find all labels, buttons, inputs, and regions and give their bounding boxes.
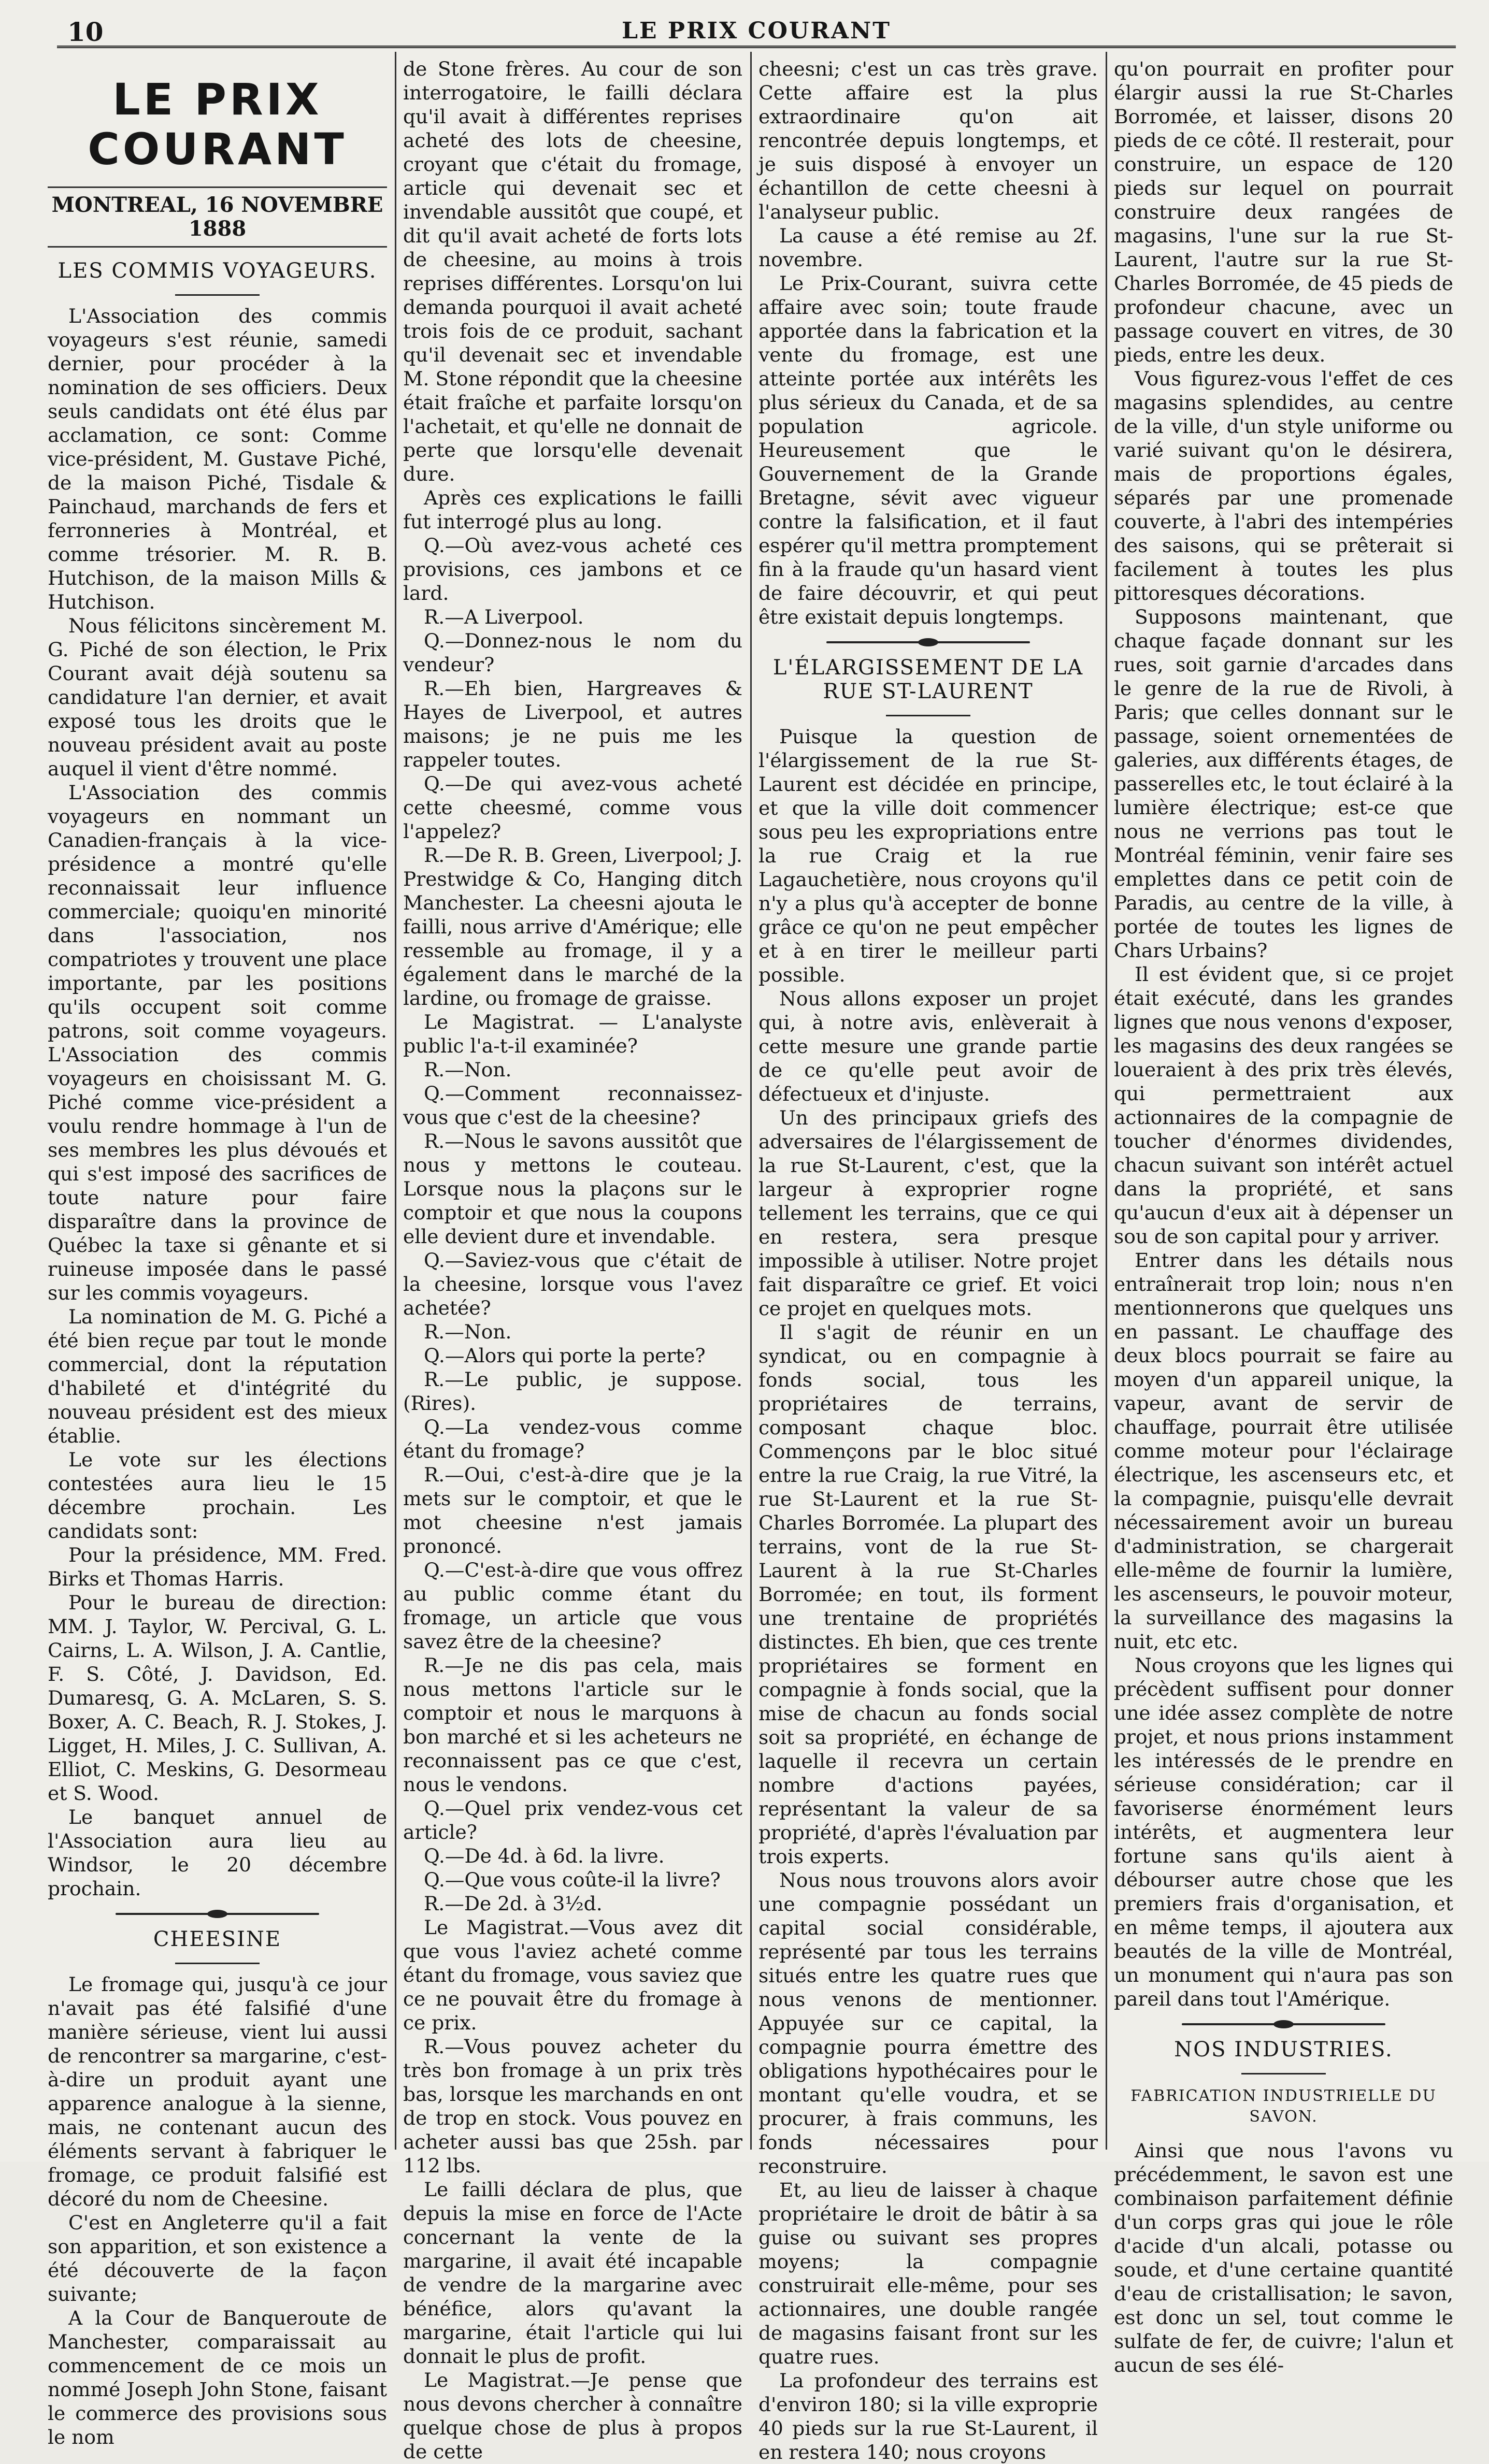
paragraph: Le fromage qui, jusqu'à ce jour n'avait pas été falsifié d'une manière sérieuse, vient lui aussi de rencontrer sa margarine, c'est-à-dire un produit ayant une apparence analogue à la sienne, mais, ne contenant aucun des éléments servant à fabriquer le fromage, ce produit falsifié est décoré du nom de Cheesine. — [48, 1973, 387, 2210]
paragraph: La profondeur des terrains est d'environ 180; si la ville exproprie 40 pieds sur la rue St-Laurent, il en restera 140; nous croyons — [758, 2369, 1098, 2463]
paragraph: Nous allons exposer un projet qui, à notre avis, enlèverait à cette mesure une grande partie de ce qu'elle peut avoir de défectueux et d'injuste. — [758, 987, 1098, 1105]
paragraph: Nous croyons que les lignes qui précèdent suffisent pour donner une idée assez complète de notre projet, et nous prions instamment les intéressés de le prendre en sérieuse considération; car il favoriserse énormément leurs intérêts, et augmentera leur fortune sans qu'ils aient à débourser autre chose que les premiers frais d'organisation, et en même temps, il ajoutera aux beautés de la ville de Montréal, un monument qui n'aura pas son pareil dans tout l'Amérique. — [1114, 1654, 1453, 2010]
paragraph: Le Magistrat. — L'analyste public l'a-t-il examinée? — [403, 1011, 742, 1057]
paragraph: Q.—Alors qui porte la perte? — [424, 1344, 706, 1367]
paragraph: Entrer dans les détails nous entraînerait trop loin; nous n'en mentionnerons que quelques uns en passant. Le chauffage des deux blocs pourrait se faire au moyen d'un appareil unique, la vapeur, avant de servir de chauffage, pourrait être utilisée comme moteur pour l'éclairage électrique, les ascenseurs etc, et la compagnie, puisqu'elle devrait nécessairement avoir un bureau d'administration, se chargerait elle-même de fournir la lumière, les ascenseurs, le pouvoir moteur, la surveillance des magasins la nuit, etc etc. — [1114, 1249, 1453, 1653]
paragraph: Ainsi que nous l'avons vu précédemment, le savon est une combinaison parfaitement définie d'un corps gras qui joue le rôle d'acide d'un alcali, potasse ou soude, et d'une certaine quantité d'eau de cristallisation; le savon, est donc un sel, tout comme le sulfate de fer, de cuivre; l'alun et aucun de ses élé- — [1114, 2139, 1453, 2376]
paragraph: La cause a été remise au 2f. novembre. — [758, 224, 1098, 271]
paragraph: Nous félicitons sincèrement M. G. Piché de son élection, le Prix Courant avait déjà soutenu sa candidature l'an dernier, et avait exposé tous les droits que le nouveau président avait au poste auquel il vient d'être nommé. — [48, 614, 387, 780]
paragraph: R.—De 2d. à 3½d. — [424, 1892, 603, 1915]
paragraph: Un des principaux griefs des adversaires de l'élargissement de la rue St-Laurent, c'est, que la largeur à exproprier rogne tellement les terrains, que ce qui en restera, sera presque impossible à utiliser. Notre projet fait disparaître ce grief. Et voici ce projet en quelques mots. — [758, 1106, 1098, 1320]
paragraph: R.—Je ne dis pas cela, mais nous mettons l'article sur le comptoir et nous le marquons à bon marché et si les acheteurs ne reconnaissent pas ce que c'est, nous le vendons. — [403, 1654, 742, 1796]
paragraph: Le Magistrat.—Je pense que nous devons chercher à connaître quelque chose de plus à propos de cette — [403, 2369, 742, 2463]
ornamental-separator — [1182, 2023, 1385, 2025]
paragraph: Le Magistrat.—Vous avez dit que vous l'aviez acheté comme étant du fromage, vous saviez que ce ne pouvait être du fromage à ce prix. — [403, 1916, 742, 2034]
paragraph: R.—Nous le savons aussitôt que nous y mettons le couteau. Lorsque nous la plaçons sur le comptoir et que nous la coupons elle devient dure et invendable. — [403, 1130, 742, 1248]
paragraph: Q.—Comment reconnaissez-vous que c'est de la cheesine? — [403, 1082, 742, 1129]
section-title-nos-industries: NOS INDUSTRIES. — [1174, 2038, 1393, 2062]
paragraph: Q.—Où avez-vous acheté ces provisions, ces jambons et ce lard. — [403, 534, 742, 604]
paragraph: Après ces explications le failli fut interrogé plus au long. — [403, 486, 742, 533]
column-rule — [395, 52, 396, 2150]
paragraph: qu'on pourrait en profiter pour élargir aussi la rue St-Charles Borromée, et laisser, disons 20 pieds de ce côté. Il resterait, pour construire, un espace de 120 pieds sur lequel on pourrait construire deux rangées de magasins, l'une sur la rue St-Laurent, l'autre sur la rue St-Charles Borromée, de 45 pieds de profondeur chacune, avec un passage couvert en vitres, de 30 pieds, entre les deux. — [1114, 57, 1453, 366]
paragraph: Le failli déclara de plus, que depuis la mise en force de l'Acte concernant la vente de la margarine, il avait été incapable de vendre de la margarine avec bénéfice, alors qu'avant la margarine, était l'article qui lui donnait le plus de profit. — [403, 2178, 742, 2368]
paragraph: Pour la présidence, MM. Fred. Birks et Thomas Harris. — [48, 1544, 387, 1590]
column-2 — [403, 57, 742, 2463]
paragraph: Q.—C'est-à-dire que vous offrez au public comme étant du fromage, un article que vous savez être de la cheesine? — [403, 1559, 742, 1653]
paragraph: C'est en Angleterre qu'il a fait son apparition, et son existence a été découverte de la façon suivante; — [48, 2211, 387, 2306]
paragraph: R.—Non. — [424, 1058, 512, 1081]
paragraph: R.—Oui, c'est-à-dire que je la mets sur le comptoir, et que le mot cheesine n'est jamais prononcé. — [403, 1463, 742, 1558]
paragraph: Q.—Que vous coûte-il la livre? — [424, 1868, 721, 1891]
separator — [175, 294, 260, 296]
paragraph: Vous figurez-vous l'effet de ces magasins splendides, au centre de la ville, d'un style uniforme ou varié suivant qu'on le désirera, mais de proportions égales, séparés par une promenade couverte, à l'abri des intempéries des saisons, qui se prêterait si facilement à toutes les plus pittoresques décorations. — [1114, 367, 1453, 604]
paragraph: R.—A Liverpool. — [424, 606, 584, 628]
separator — [175, 1963, 260, 1964]
paragraph: R.—De R. B. Green, Liverpool; J. Prestwidge & Co, Hanging ditch Manchester. La cheesni ajouta le failli, nous arrive d'Amérique; elle ressemble au fromage, il y a également dans le marché de la lardine, ou fromage de graisse. — [403, 844, 742, 1010]
paragraph: Q.—Donnez-nous le nom du vendeur? — [403, 629, 742, 676]
ornamental-separator — [116, 1913, 319, 1915]
paragraph: cheesni; c'est un cas très grave. Cette affaire est la plus extraordinaire qu'on ait rencontrée depuis longtemps, et je suis disposé à envoyer un échantillon de cette cheesni à l'analyseur public. — [758, 57, 1098, 223]
paragraph: Pour le bureau de direction: MM. J. Taylor, W. Percival, G. L. Cairns, L. A. Wilson, J. A. Cantlie, F. S. Côté, J. Davidson, Ed. Dumaresq, G. A. McLaren, S. S. Boxer, A. C. Beach, R. J. Stokes, J. Ligget, H. Miles, J. C. Sullivan, A. Elliot, C. Meskins, G. Desormeau et S. Wood. — [48, 1591, 387, 1805]
paragraph: de Stone frères. Au cour de son interrogatoire, le failli déclara qu'il avait à différentes reprises acheté des lots de cheesine, croyant que c'était du fromage, article qui devenait sec et invendable aussitôt que coupé, et dit qu'il avait acheté de forts lots de cheesine, au moins à trois reprises différentes. Lorsqu'on lui demanda pourquoi il avait acheté trois fois de ce produit, sachant qu'il devenait sec et invendable M. Stone répondit que la cheesine était fraîche et parfaite lorsqu'on l'achetait, et qu'elle ne donnait de perte que lorsqu'elle devenait dure. — [403, 57, 742, 485]
paragraph: Le Prix-Courant, suivra cette affaire avec soin; toute fraude apportée dans la fabrication et la vente du fromage, est une atteinte portée aux intérêts les plus sérieux du Canada, et de sa population agricole. Heureusement que le Gouvernement de la Grande Bretagne, sévit avec vigueur contre la falsification, et il faut espérer qu'il mettra promptement fin à la fraude qu'un hasard vient de faire découvrir, et qui peut être existait depuis longtemps. — [758, 272, 1098, 628]
paragraph: L'Association des commis voyageurs en nommant un Canadien-français à la vice-présidence a montré qu'elle reconnaissait leur influence commerciale; quoiqu'en minorité dans l'association, nos compatriotes y trouvent une place importante, par les positions qu'ils occupent soit comme patrons, soit comme voyageurs. L'Association des commis voyageurs en choisissant M. G. Piché comme vice-président a voulu rendre hommage à l'un de ses membres les plus dévoués et qui s'est imposé des sacrifices de toute nature pour faire disparaître dans la province de Québec la taxe si gênante et si ruineuse imposée dans le passé sur les commis voyageurs. — [48, 781, 387, 1304]
running-header — [57, 9, 1456, 48]
paragraph: L'Association des commis voyageurs s'est réunie, samedi dernier, pour procéder à la nomination de ses officiers. Deux seuls candidats ont été élus par acclamation, ce sont: Comme vice-président, M. Gustave Piché, de la maison Piché, Tisdale & Painchaud, marchands de fers et ferronneries à Montréal, et comme trésorier. M. R. B. Hutchison, de la maison Mills & Hutchison. — [48, 305, 387, 613]
column-3 — [758, 57, 1098, 2463]
separator — [1241, 2073, 1326, 2074]
column-1 — [48, 57, 387, 2448]
separator — [886, 715, 971, 716]
paragraph: Q.—La vendez-vous comme étant du fromage? — [403, 1416, 742, 1462]
paragraph: R.—Vous pouvez acheter du très bon fromage à un prix très bas, lorsque les marchands en ont de trop en stock. Vous pouvez en acheter aussi bas que 25sh. par 112 lbs. — [403, 2035, 742, 2177]
column-rule — [750, 52, 752, 2150]
paragraph: Le banquet annuel de l'Association aura lieu au Windsor, le 20 décembre prochain. — [48, 1806, 387, 1900]
paragraph: Il s'agit de réunir en un syndicat, ou en compagnie à fonds social, tous les propriétaires de terrains, composant chaque bloc. Commençons par le bloc situé entre la rue Craig, la rue Vitré, la rue St-Laurent et la rue St-Charles Borromée. La plupart des terrains, vont de la rue St-Laurent à la rue St-Charles Borromée; en tout, ils forment une trentaine de propriétés distinctes. Eh bien, que ces trente propriétaires se forment en compagnie à fonds social, que la mise de chacun au fonds social soit sa propriété, en échange de laquelle il recevra un certain nombre d'actions payées, représentant la valeur de sa propriété, d'après l'évaluation par trois experts. — [758, 1321, 1098, 1868]
paragraph: R.—Eh bien, Hargreaves & Hayes de Liverpool, et autres maisons; je ne puis me les rappeler toutes. — [403, 677, 742, 771]
paragraph: Q.—Saviez-vous que c'était de la cheesine, lorsque vous l'avez achetée? — [403, 1249, 742, 1319]
paragraph: La nomination de M. G. Piché a été bien reçue par tout le monde commercial, dont la réputation d'habileté et d'intégrité du nouveau président est des mieux établie. — [48, 1305, 387, 1447]
paragraph: Q.—Quel prix vendez-vous cet article? — [403, 1797, 742, 1843]
paragraph: Supposons maintenant, que chaque façade donnant sur les rues, soit garnie d'arcades dans le genre de la rue de Rivoli, à Paris; que celles donnant sur le passage, soient ornementées de galeries, aux différents étages, de passerelles etc, le tout éclairé à la lumière électrique; est-ce que nous ne verrions pas tout le Montréal féminin, venir faire ses emplettes dans ce petit coin de Paradis, au centre de la ville, à portée de toutes les lignes de Chars Urbains? — [1114, 606, 1453, 962]
column-4 — [1114, 57, 1453, 2376]
ornamental-separator — [826, 641, 1030, 643]
paragraph: Q.—De 4d. à 6d. la livre. — [424, 1845, 665, 1867]
section-title-cheesine: CHEESINE — [153, 1927, 282, 1951]
paragraph: Puisque la question de l'élargissement de la rue St-Laurent est décidée en principe, et que la ville doit commencer sous peu les expropriations entre la rue Craig et la rue Lagauchetière, nous croyons qu'il n'y a plus qu'à accepter de bonne grâce ce qu'on ne peut empêcher et à en tirer le meilleur parti possible. — [758, 725, 1098, 986]
subsection-title-savon: FABRICATION INDUSTRIELLE DU SAVON. — [1130, 2087, 1437, 2126]
masthead: LE PRIX COURANT — [88, 74, 347, 175]
column-rule — [1106, 52, 1107, 2150]
paragraph: Nous nous trouvons alors avoir une compagnie possédant un capital social considérable, représenté par tous les terrains situés entre les quatre rues que nous venons de mentionner. Appuyée sur ce capital, la compagnie pourra émettre des obligations hypothécaires pour le montant qu'elle voudra, et se procurer, à frais communs, les fonds nécessaires pour reconstruire. — [758, 1869, 1098, 2178]
paragraph: A la Cour de Banqueroute de Manchester, comparaissait au commencement de ce mois un nommé Joseph John Stone, faisant le commerce des provisions sous le nom — [48, 2307, 387, 2448]
paragraph: Q.—De qui avez-vous acheté cette cheesmé, comme vous l'appelez? — [403, 772, 742, 843]
page-number: 10 — [67, 17, 104, 47]
dateline: MONTREAL, 16 NOVEMBRE 1888 — [48, 186, 387, 248]
section-title-commis-voyageurs: LES COMMIS VOYAGEURS. — [58, 259, 377, 283]
section-title-elargissement: L'ÉLARGISSEMENT DE LA RUE ST-LAURENT — [772, 656, 1084, 703]
paragraph: R.—Le public, je suppose. (Rires). — [403, 1368, 742, 1415]
paragraph: Il est évident que, si ce projet était exécuté, dans les grandes lignes que nous venons d'exposer, les magasins des deux rangées se loueraient à des prix très élevés, qui permettraient aux actionnaires de la compagnie de toucher d'énormes dividendes, chacun suivant son intérêt actuel dans la propriété, et sans qu'aucun d'eux ait à dépenser un sou de son capital pour y arriver. — [1114, 963, 1453, 1248]
running-title: LE PRIX COURANT — [622, 18, 891, 44]
paragraph: R.—Non. — [424, 1320, 512, 1343]
paragraph: Le vote sur les élections contestées aura lieu le 15 décembre prochain. Les candidats sont: — [48, 1448, 387, 1543]
paragraph: Et, au lieu de laisser à chaque propriétaire le droit de bâtir à sa guise ou suivant ses propres moyens; la compagnie construirait elle-même, pour ses actionnaires, une double rangée de magasins faisant front sur les quatre rues. — [758, 2179, 1098, 2368]
